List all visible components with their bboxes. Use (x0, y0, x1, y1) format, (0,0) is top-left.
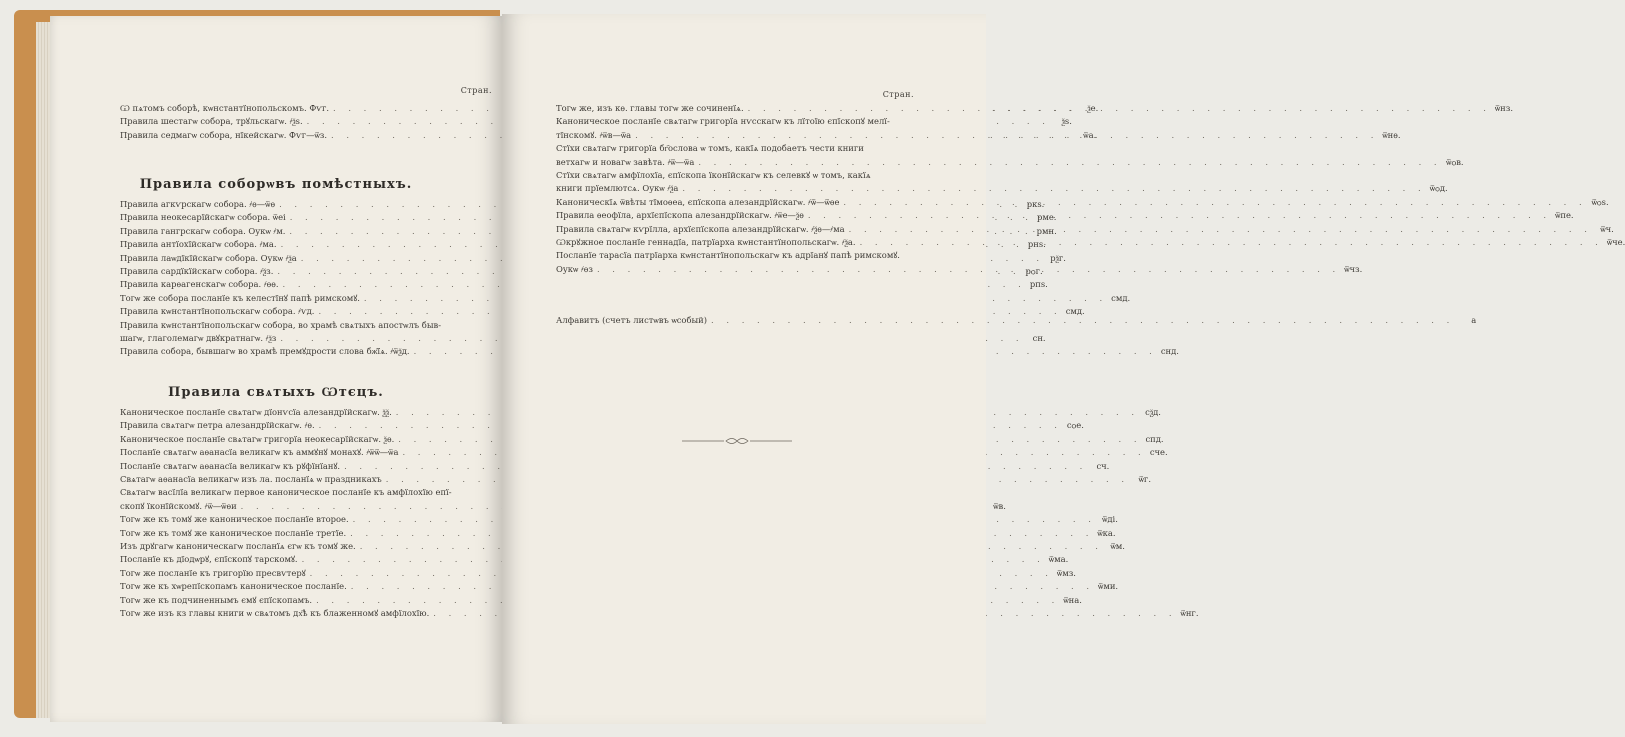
entry-title: Правила кѡнстантїнопольскагѡ собора, во храмѣ свѧтыхъ апостѡлъ быв- (120, 319, 442, 330)
entry-page-number: ркѕ. (1026, 199, 1045, 209)
entry-title: Стїхи свѧтагѡ амфїлохїа, єпїскопа їконїйскагѡ къ селевкꙋ ѡ томъ, какїѧ (556, 170, 871, 181)
entry-page-number: ѿнз. (1494, 103, 1513, 113)
entry-page-number: рѯг. (1050, 252, 1066, 263)
entry-title: Каноническое посланїе свѧтагѡ дїонѵсїа алезандрїйскагѡ. ѯѯ. (120, 407, 392, 417)
entry-page-number: ѿнг. (1180, 608, 1199, 619)
entry-page-number: рмн. (1036, 225, 1057, 236)
entry-page-number: ѿнѳ. (1382, 129, 1401, 140)
toc-entry (120, 278, 1048, 291)
toc-entry (120, 473, 1151, 486)
fathers-entries (120, 406, 1199, 621)
entry-title: Правила агкѵрскагѡ собора. ҂ѳ—ѿѳ (120, 199, 276, 209)
toc-entry (556, 129, 1401, 142)
entry-page-number: ѿѻд. (1429, 183, 1448, 194)
entry-title: Правила гангрскагѡ собора. Оукѡ ҂м. (120, 225, 286, 236)
entry-title: Ѡ пѧтомъ соборѣ, кѡнстантїнопольскомъ. Фѵг. (120, 103, 330, 113)
toc-entry (556, 182, 1448, 195)
entry-page-number: снд. (1160, 346, 1179, 357)
entry-page-number: рѻг. (1025, 266, 1043, 277)
toc-entry (120, 486, 482, 499)
dot-leader (694, 156, 1441, 169)
dot-leader (631, 129, 1378, 142)
entry-title: Правила собора, бывшагѡ во храмѣ премꙋдрости слова бж҃їѧ. ҂ѿѯд. (120, 346, 410, 357)
entry-title: Тогѡ же къ хѡрепїскопамъ каноническое посланїе. (120, 581, 347, 592)
entry-title: скопꙋ їконїйскомꙋ. ҂ѿ—ѿѳи (120, 500, 237, 511)
page-column-label: Стран. (882, 90, 914, 99)
toc-entry (120, 332, 1046, 345)
toc-entry (120, 419, 1084, 432)
entry-title: ветхагѡ и новагѡ завѣта. ҂ѿ—ѿа (556, 156, 695, 167)
ornament-divider-icon (682, 436, 792, 446)
entry-page-number: ѿчз. (1344, 263, 1363, 274)
entry-title: Изъ дрꙋгагѡ каноническагѡ посланїѧ єгѡ къ томꙋ же. (120, 541, 356, 552)
entry-page-number: ѿпе. (1555, 210, 1574, 221)
entry-title: Каноническое посланїе свѧтагѡ григорїа неокесарїйскагѡ. ѯѳ. (120, 433, 395, 444)
toc-entry (120, 345, 1179, 358)
entry-page-number: ѿѻв. (1446, 156, 1464, 167)
entry-page-number: сѻе. (1066, 420, 1084, 431)
entry-title: Свѧтагѡ васїлїа великагѡ первое каноническое посланїе къ амфїлохїю епї- (120, 487, 452, 498)
entry-title: Тогѡ же собора посланїе къ келестїнꙋ папѣ римскомꙋ. (120, 292, 360, 303)
entry-page-number: смд. (1065, 306, 1085, 317)
dot-leader (839, 196, 1586, 209)
entry-title: Правила неокесарїйскагѡ собора. ѿеі (120, 212, 286, 223)
toc-entry (556, 142, 918, 155)
entry-title: Правила ѳеофїла, архїєпїскопа алезандрїйскагѡ. ҂ѿе—ѯѳ (556, 210, 804, 221)
entry-title: Посланїе тарасїа патрїарха кѡнстантїнопольскагѡ къ адрїанꙋ папѣ римскомꙋ. (556, 250, 900, 261)
toc-entry (556, 314, 1477, 327)
toc-entry (556, 169, 918, 182)
entry-title: Правила карѳагенскагѡ собора. ҂ѳѳ. (120, 279, 279, 290)
page-column-label: Стран. (460, 86, 492, 95)
entry-title: Тогѡ же къ подчиненнымъ ємꙋ єпїскопамъ. (120, 594, 313, 605)
section-title-councils: Правила соборѡвъ помѣстныхъ. (139, 177, 413, 192)
entry-title: Тогѡ же, изъ кѳ. главы тогѡ же сочиненїѧ. (556, 103, 744, 113)
entry-page-number: рме. (1036, 212, 1057, 223)
toc-entry (120, 513, 1118, 526)
entry-title: Правила сардїкїйскагѡ собора. ҂ѯз. (120, 266, 274, 277)
entry-page-number: сн. (1032, 333, 1046, 344)
toc-entry (556, 156, 1464, 169)
dot-leader (678, 182, 1425, 195)
entry-title: Правила свѧтагѡ кѵрїлла, архїєпїскопа алезандрїйскагѡ. ҂ѯѳ—҂ма (556, 223, 845, 234)
entry-title: Правила седмагѡ собора, нїкейскагѡ. Фѵг—ѿз. (120, 129, 327, 140)
entry-page-number: ѯѕ. (1061, 116, 1072, 127)
entry-page-number: спд. (1145, 433, 1164, 444)
entry-page-number: ѿма. (1048, 554, 1069, 565)
entry-page-number: а (1471, 315, 1477, 325)
entry-title: Правила свѧтагѡ петра алезандрїйскагѡ. ҂ѳ. (120, 420, 315, 431)
entry-title: Тогѡ же посланїе къ григорїю пресвѵтерꙋ (120, 567, 306, 578)
entry-page-number: ѿг. (1138, 474, 1151, 485)
alphabet-entry (556, 314, 1477, 327)
dot-leader (744, 102, 1491, 115)
entry-page-number: смд. (1111, 292, 1131, 303)
entry-title: Правила кѡнстантїнопольскагѡ собора. ҂ѵд. (120, 306, 315, 317)
entry-page-number: ѿа. (1083, 129, 1097, 140)
entry-page-number: ѯе. (1087, 103, 1099, 113)
entry-title: Тогѡ же къ томꙋ же каноническое посланїе второе. (120, 514, 349, 525)
entry-title: Тогѡ же къ томꙋ же каноническое посланїе третїе. (120, 527, 347, 538)
toc-entry (120, 305, 1085, 318)
entry-title: Оукѡ ҂ѳз (556, 263, 593, 274)
entry-page-number: сче. (1149, 447, 1168, 458)
dot-leader (593, 263, 1340, 276)
toc-entry (120, 580, 1119, 593)
toc-entry (120, 540, 1125, 553)
toc-entry (556, 249, 918, 262)
toc-entry (120, 433, 1164, 446)
entry-page-number: ѿка. (1097, 527, 1116, 538)
entry-title: Правила шестагѡ собора, трꙋльскагѡ. ҂ѯѕ. (120, 116, 303, 127)
dot-leader (845, 223, 1592, 236)
entry-page-number: ѿч. (1600, 223, 1614, 234)
entry-page-number: ѿмз. (1056, 567, 1076, 578)
entry-title: Посланїе свѧтагѡ аѳанасїа великагѡ къ аммꙋнꙋ монахꙋ. ҂ѿѿ—ѿа (120, 447, 399, 458)
entry-title: Правила антїохїйскагѡ собора. ҂ма. (120, 239, 277, 250)
toc-entry (120, 406, 1161, 419)
entry-page-number: сѯд. (1145, 407, 1161, 417)
toc-entry (120, 567, 1076, 580)
entry-title: тїнскомꙋ. ҂ѿв—ѿа (556, 129, 632, 140)
toc-entry (556, 115, 918, 128)
entry-page-number: ѿна. (1063, 594, 1082, 605)
entry-title: Тогѡ же изъ кз главы книги ѡ свѧтомъ дх҃ѣ къ блаженномꙋ амфїлохїю. (120, 608, 430, 619)
section-title-fathers: Правила свѧтыхъ Ѡтєцъ. (168, 385, 384, 400)
entry-page-number: рпѕ. (1029, 279, 1048, 290)
dot-leader (707, 314, 1454, 327)
toc-entry (120, 319, 482, 332)
entry-page-number: ѿм. (1110, 541, 1125, 552)
toc-entry (120, 594, 1082, 607)
entry-page-number: ѿче. (1606, 237, 1625, 248)
toc-entry (120, 527, 1116, 540)
entry-title: Каноническое посланїе свѧтагѡ григорїа нѵсскагѡ къ лїтоїю єпїскопꙋ мелї- (556, 116, 890, 127)
toc-entry (120, 500, 1006, 513)
entry-title: Свѧтагѡ аѳанасїа великагѡ изъ ла. посланїѧ ѡ праздникахъ (120, 474, 382, 485)
entry-title: Посланїе къ дїодѡрꙋ, єпїскопꙋ тарскомꙋ. (120, 554, 298, 565)
entry-title: Стїхи свѧтагѡ григорїа бг҃ослова ѡ томъ, какїѧ подобаетъ чести книги (556, 143, 864, 154)
entry-page-number: сч. (1096, 460, 1110, 471)
entry-title: Правила лаѡдїкїйскагѡ собора. Оукѡ ҂ѯа (120, 252, 297, 263)
entry-title: Ѡкрꙋжное посланїе геннадїа, патрїарха кѡнстантїнопольскагѡ. ҂ѯа. (556, 237, 856, 248)
entry-title: книги прїемлютсѧ. Оукѡ ҂ѯа (556, 183, 679, 194)
entry-title: шагѡ, глаголемагѡ двꙋкратнагѡ. ҂ѯз (120, 333, 277, 344)
toc-entry (120, 553, 1069, 566)
entry-title: Алфавитъ (счетъ листѡвъ ѡсобый) (556, 315, 708, 325)
toc-entry (120, 460, 1110, 473)
entry-page-number: рнѕ. (1027, 239, 1046, 250)
dot-leader (804, 209, 1551, 222)
entry-title: Каноническїѧ ѿвѣты тїмоѳеа, єпїскопа алезандрїйскагѡ. ҂ѿ—ѿѳе (556, 196, 840, 207)
entry-title: Посланїе свѧтагѡ аѳанасїа великагѡ къ рꙋфїнїанꙋ. (120, 460, 341, 471)
toc-entry (120, 446, 1168, 459)
entry-page-number: ѿми. (1098, 581, 1119, 592)
entry-page-number: ѿѻѕ. (1591, 196, 1609, 207)
dot-leader (856, 236, 1603, 249)
toc-entry (120, 292, 1131, 305)
toc-entry (120, 607, 1199, 620)
entry-page-number: ѿді. (1102, 514, 1118, 525)
entry-page-number: ѿв. (993, 500, 1006, 511)
